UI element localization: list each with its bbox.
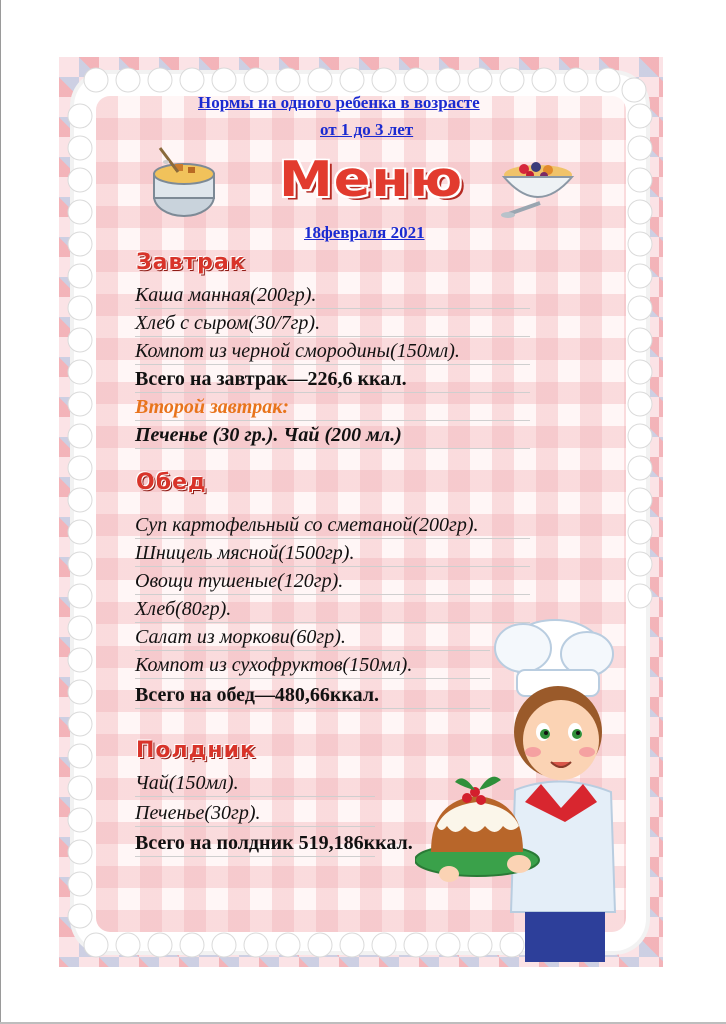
breakfast-item: Каша манная(200гр). [135, 284, 530, 309]
second-breakfast-heading: Второй завтрак: [135, 396, 530, 421]
menu-date: 18февраля 2021 [304, 223, 425, 242]
lunch-item: Салат из моркови(60гр). [135, 626, 490, 651]
cereal-bowl-icon [500, 155, 578, 225]
lunch-heading: Обед [136, 470, 207, 495]
snack-item: Печенье(30гр). [135, 802, 375, 827]
page-left-edge [0, 0, 1, 1024]
breakfast-total: Всего на завтрак—226,6 ккал. [135, 368, 530, 393]
breakfast-item: Компот из черной смородины(150мл). [135, 340, 530, 365]
second-breakfast-items: Печенье (30 гр.). Чай (200 мл.) [135, 424, 530, 449]
menu-heading: Меню [279, 151, 464, 208]
lunch-item: Суп картофельный со сметаной(200гр). [135, 514, 530, 539]
lunch-item: Хлеб(80гр). [135, 598, 530, 623]
breakfast-item: Хлеб с сыром(30/7гр). [135, 312, 530, 337]
snack-total: Всего на полдник 519,186ккал. [135, 832, 375, 857]
snack-heading: Полдник [136, 738, 256, 763]
lunch-item: Шницель мясной(1500гр). [135, 542, 530, 567]
title-line-2: от 1 до 3 лет [320, 120, 414, 139]
lunch-item: Овощи тушеные(120гр). [135, 570, 530, 595]
snack-item: Чай(150мл). [135, 772, 375, 797]
breakfast-heading: Завтрак [136, 250, 246, 275]
lunch-item: Компот из сухофруктов(150мл). [135, 654, 490, 679]
title-line-1: Нормы на одного ребенка в возрасте [198, 93, 480, 112]
lunch-total: Всего на обед—480,66ккал. [135, 684, 490, 709]
soup-pot-icon [148, 140, 218, 220]
chef-boy-illustration [415, 612, 630, 962]
